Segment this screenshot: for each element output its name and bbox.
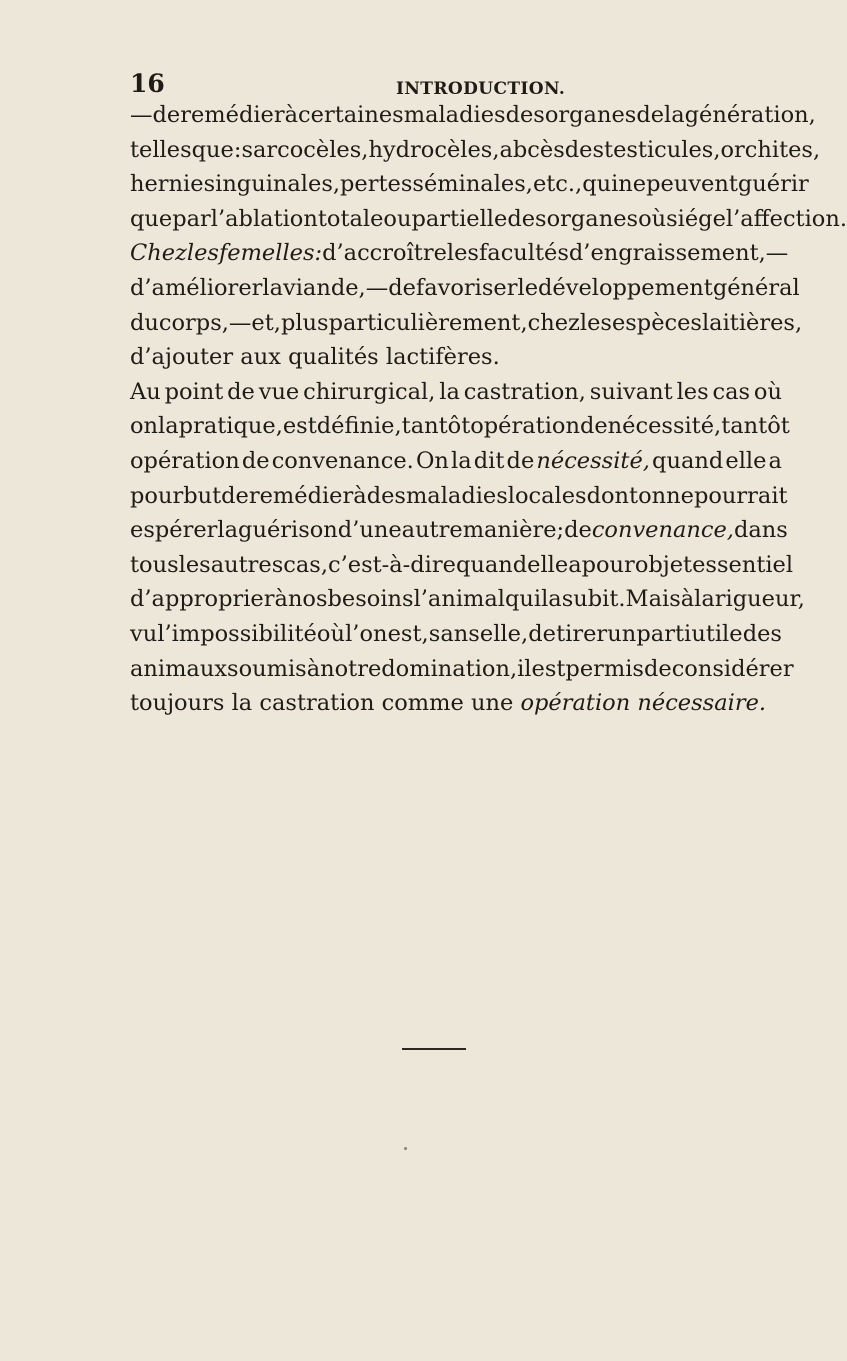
word: l’on bbox=[345, 620, 388, 647]
word: ne bbox=[666, 482, 694, 509]
word: on bbox=[638, 482, 667, 509]
word: de bbox=[221, 482, 249, 509]
word: permis bbox=[565, 655, 644, 682]
word: séminales, bbox=[412, 171, 533, 198]
text-line bbox=[130, 306, 803, 341]
word: pratique, bbox=[178, 413, 283, 440]
word: elle bbox=[725, 447, 767, 474]
word: point bbox=[164, 378, 224, 405]
word: l’ablation bbox=[210, 205, 318, 232]
text-line bbox=[130, 133, 821, 168]
word: d’une bbox=[337, 517, 402, 544]
word: du bbox=[130, 309, 159, 336]
word: etc., bbox=[532, 171, 583, 198]
text-line bbox=[130, 582, 805, 617]
word: d’améliorer bbox=[130, 274, 263, 301]
word: l’impossibilité bbox=[157, 620, 317, 647]
word: inguinales, bbox=[215, 171, 341, 198]
word: remédier bbox=[180, 102, 285, 128]
word: d’ajouter bbox=[130, 344, 234, 371]
word: qualités bbox=[288, 344, 379, 371]
word: guérison bbox=[238, 517, 338, 544]
word: aux bbox=[240, 344, 281, 371]
word: à bbox=[353, 482, 367, 509]
word: d’accroître bbox=[322, 240, 447, 267]
word: qui bbox=[582, 171, 619, 198]
word: certaines bbox=[298, 102, 404, 128]
text-line bbox=[130, 375, 782, 410]
word: pourrait bbox=[693, 482, 788, 509]
word: objet bbox=[634, 551, 693, 578]
word: où bbox=[753, 378, 782, 405]
word: laitières, bbox=[701, 309, 803, 336]
word: remédier bbox=[248, 482, 354, 509]
word: locales bbox=[507, 482, 587, 509]
word: essentiel bbox=[692, 551, 794, 578]
word: de bbox=[227, 378, 255, 405]
word: tirer bbox=[556, 620, 608, 647]
word: plus bbox=[280, 309, 329, 336]
word: la bbox=[262, 274, 284, 301]
word: à bbox=[284, 102, 299, 128]
word: convenance. bbox=[271, 447, 414, 474]
word: partielle bbox=[411, 205, 508, 232]
word: particulièrement, bbox=[328, 309, 528, 336]
word: ou bbox=[383, 205, 412, 232]
word: de bbox=[579, 413, 608, 440]
word: siége bbox=[666, 205, 726, 232]
word: nos bbox=[287, 586, 328, 613]
word: Au bbox=[130, 378, 161, 405]
word: utile bbox=[691, 620, 743, 647]
word: dit bbox=[473, 447, 505, 474]
word: de bbox=[643, 655, 672, 682]
word: — bbox=[130, 102, 153, 128]
word: organes bbox=[544, 102, 637, 128]
word: manière bbox=[462, 517, 557, 544]
word: tantôt bbox=[721, 413, 790, 440]
word: corps, bbox=[158, 309, 229, 336]
word: comme bbox=[381, 690, 464, 717]
end-rule bbox=[402, 1048, 466, 1050]
word: de bbox=[152, 102, 181, 128]
word: chez bbox=[527, 309, 580, 336]
body-text bbox=[130, 98, 847, 721]
word: maladies bbox=[405, 482, 508, 509]
word: cas bbox=[712, 378, 751, 405]
word: de bbox=[528, 620, 556, 647]
text-line bbox=[130, 479, 788, 514]
word: pour bbox=[130, 482, 184, 509]
word: un bbox=[607, 620, 637, 647]
word: dont bbox=[586, 482, 639, 509]
italic-word: opération bbox=[520, 690, 631, 717]
word: quand bbox=[455, 551, 528, 578]
word: abcès bbox=[499, 136, 565, 163]
word: sarcocèles, bbox=[241, 136, 369, 163]
word: testicules, bbox=[604, 136, 721, 163]
italic-word: les bbox=[186, 240, 219, 267]
word: castration, bbox=[463, 378, 586, 405]
word: que bbox=[130, 205, 173, 232]
word: et, bbox=[251, 309, 281, 336]
word: a bbox=[768, 447, 782, 474]
word: viande, bbox=[283, 274, 366, 301]
italic-word: nécessité, bbox=[536, 447, 650, 474]
word: tous bbox=[130, 551, 179, 578]
text-line bbox=[130, 271, 800, 306]
text-line bbox=[130, 686, 782, 721]
word: la bbox=[439, 378, 460, 405]
word: guérir bbox=[737, 171, 809, 198]
word: le bbox=[517, 274, 539, 301]
text-line bbox=[130, 98, 816, 133]
word: la bbox=[541, 586, 562, 613]
word: — bbox=[228, 309, 252, 336]
word: telles bbox=[130, 136, 192, 163]
word: la bbox=[451, 447, 472, 474]
running-head bbox=[130, 64, 780, 100]
word: tantôt bbox=[401, 413, 471, 440]
word: autre bbox=[401, 517, 463, 544]
word: subit. bbox=[561, 586, 626, 613]
word: la bbox=[231, 690, 253, 717]
word: considérer bbox=[671, 655, 794, 682]
word: à bbox=[680, 586, 695, 613]
word: opération bbox=[130, 447, 240, 474]
text-line bbox=[130, 444, 782, 479]
word: de bbox=[636, 102, 665, 128]
word: dans bbox=[733, 517, 788, 544]
word: castration bbox=[259, 690, 375, 717]
word: besoins bbox=[327, 586, 414, 613]
word: pertes bbox=[340, 171, 413, 198]
word: les bbox=[446, 240, 479, 267]
text-line bbox=[130, 167, 809, 202]
word: la bbox=[217, 517, 239, 544]
page-number: 16 bbox=[130, 69, 165, 98]
word: général bbox=[712, 274, 800, 301]
word: est bbox=[531, 655, 566, 682]
word: que bbox=[191, 136, 234, 163]
word: est, bbox=[387, 620, 429, 647]
word: espèces bbox=[611, 309, 702, 336]
word: cas, bbox=[283, 551, 328, 578]
word: suivant bbox=[589, 378, 673, 405]
word: d’engraissement, bbox=[568, 240, 766, 267]
word: la bbox=[694, 586, 715, 613]
italic-word: femelles bbox=[218, 240, 315, 267]
word: de bbox=[506, 447, 535, 474]
word: Mais bbox=[625, 586, 681, 613]
word: : bbox=[233, 136, 242, 163]
word: hydrocèles, bbox=[368, 136, 500, 163]
text-line bbox=[130, 409, 790, 444]
word: totale bbox=[317, 205, 384, 232]
word: maladies bbox=[403, 102, 506, 128]
word: soumis bbox=[227, 655, 307, 682]
text-line bbox=[130, 548, 794, 583]
word: des bbox=[505, 102, 545, 128]
word: vue bbox=[258, 378, 300, 405]
word: ne bbox=[618, 171, 647, 198]
word: notre bbox=[320, 655, 382, 682]
word: — bbox=[365, 274, 389, 301]
word: à bbox=[306, 655, 321, 682]
word: elle, bbox=[479, 620, 529, 647]
word: elle bbox=[527, 551, 569, 578]
word: a bbox=[568, 551, 582, 578]
word: les bbox=[676, 378, 709, 405]
word: l’affection. bbox=[725, 205, 847, 232]
word: à bbox=[274, 586, 288, 613]
word: des bbox=[366, 482, 406, 509]
text-line bbox=[130, 236, 789, 271]
word: d’approprier bbox=[130, 586, 275, 613]
word: opération bbox=[470, 413, 580, 440]
word: animaux bbox=[130, 655, 228, 682]
word: hernies bbox=[130, 171, 216, 198]
text-line bbox=[130, 617, 782, 652]
italic-word: convenance, bbox=[591, 517, 734, 544]
word: toujours bbox=[130, 690, 225, 717]
word: organes bbox=[546, 205, 639, 232]
word: de bbox=[241, 447, 270, 474]
word: espérer bbox=[130, 517, 218, 544]
word: une bbox=[470, 690, 514, 717]
word: sans bbox=[428, 620, 480, 647]
word: des bbox=[564, 136, 605, 163]
word: c’est-à-dire bbox=[328, 551, 456, 578]
word: développement bbox=[538, 274, 713, 301]
word: la bbox=[158, 413, 179, 440]
word: parti bbox=[636, 620, 692, 647]
word: est bbox=[282, 413, 317, 440]
word: autres bbox=[210, 551, 284, 578]
word: favoriser bbox=[415, 274, 518, 301]
word: peuvent bbox=[646, 171, 738, 198]
word: domination, bbox=[381, 655, 518, 682]
paper-speck bbox=[404, 1147, 407, 1150]
running-title: INTRODUCTION. bbox=[396, 79, 566, 99]
text-line bbox=[130, 513, 788, 548]
word: définie, bbox=[316, 413, 402, 440]
text-line bbox=[130, 202, 847, 237]
word: — bbox=[765, 240, 789, 267]
word: les bbox=[579, 309, 612, 336]
word: ; bbox=[556, 517, 565, 544]
word: par bbox=[172, 205, 211, 232]
word: facultés bbox=[478, 240, 569, 267]
word: orchites, bbox=[720, 136, 821, 163]
text-line bbox=[130, 652, 794, 687]
italic-word: Chez bbox=[130, 240, 187, 267]
word: où bbox=[638, 205, 667, 232]
word: il bbox=[517, 655, 532, 682]
word: où bbox=[316, 620, 345, 647]
word: vu bbox=[130, 620, 158, 647]
word: but bbox=[183, 482, 222, 509]
word: de bbox=[388, 274, 416, 301]
word: quand bbox=[652, 447, 724, 474]
italic-word: nécessaire. bbox=[637, 690, 767, 717]
word: la bbox=[664, 102, 685, 128]
word: de bbox=[564, 517, 592, 544]
word: on bbox=[130, 413, 159, 440]
word: les bbox=[178, 551, 211, 578]
word: On bbox=[415, 447, 449, 474]
word: des bbox=[507, 205, 547, 232]
word: lactifères. bbox=[385, 344, 500, 371]
italic-word: : bbox=[314, 240, 323, 267]
word: l’animal bbox=[413, 586, 505, 613]
word: des bbox=[742, 620, 782, 647]
word: chirurgical, bbox=[303, 378, 436, 405]
text-line bbox=[130, 340, 782, 375]
word: génération, bbox=[684, 102, 816, 128]
word: nécessité, bbox=[607, 413, 722, 440]
word: qui bbox=[504, 586, 542, 613]
word: pour bbox=[581, 551, 635, 578]
word: rigueur, bbox=[714, 586, 805, 613]
